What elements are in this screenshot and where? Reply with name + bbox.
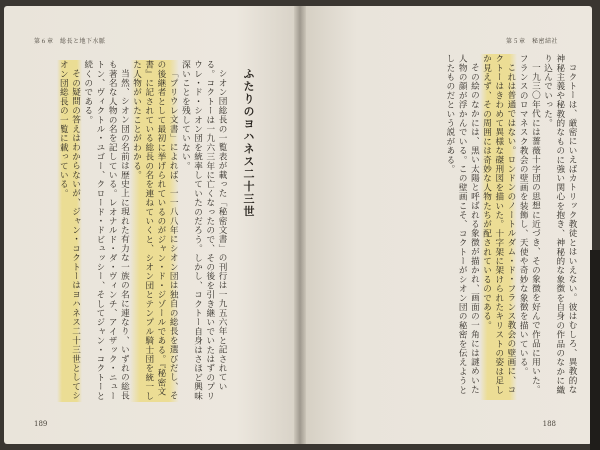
left-body-text [14,60,228,402]
highlighted-paragraph: これは普通ではない。ロンドンのノートルダム・ド・フランス教会の壁画に、コクトーはきわめて異様な磔刑図を描いた。十字架に架けられたキリストの姿は足しか見えず、その周囲には奇妙な人物たちが配されているのである。 [480,54,517,400]
highlighted-paragraph: 「プリウレ文書」によれば、一一八八年にシオン団は独自の総長を選びだし、その後継者として最初に挙げられているのがジャン・ド・ジゾールである。『秘密文書』に記されている総長の名を連ねていくと、シオン団とテンプル騎士団を統一した人物がいたことがわかる。 [131,60,179,401]
paragraph: 当然、シオン団の名前は歴史上に現れた有力な一族の名に連なり、いずれの総長も著名な人物の名を記している。レオナルド・ダ・ヴィンチ、アイザック・ニュートン、ヴィクトル・ユゴー、クロード・ドビュッシー、そしてジャン・コクトーと続くのである。 [82,60,130,401]
paragraph: シオン団総長の一覧表が載った「秘密文書」の刊行は一九五六年と記されている。コクトーは一九六三年に亡くなったので、その後を引き継いでいたはずのプリウレ・ド・シオン団を統率していたのだろう。しかし、コクトー自身はさほど興味深いことを残していない。 [180,60,227,401]
paragraph: その絵のなかには、黒い太陽と呼ばれる象徴が描かれ、画面の一角には謎めいた人物の顔が浮かんでいる。この壁画こそ、コクトーがシオン団の秘密を伝えようとしたものだという説がある。 [444,54,480,395]
right-body-text [322,54,578,400]
right-page [306,6,592,444]
page-number-left: 189 [34,420,48,428]
left-page [4,6,294,444]
running-head-left: 第６章 総長と地下水脈 [34,38,106,45]
bookmark-ribbon [590,250,600,450]
section-title: ふたりのヨハネス二十三世 [242,68,255,218]
running-head-right: 第５章 秘密結社 [505,38,558,45]
paragraph: 一九三〇年代には薔薇十字団の思想に近づき、その象徴を好んで作品に用いた。フランスのロマネスク教会の壁画を装飾し、天使や奇妙な象徴を描いている。 [518,54,541,394]
book-gutter [294,6,306,444]
paragraph: コクトーは、厳密にいえばカトリック教徒とはいえない。彼はむしろ、異教的な神秘主義や秘教的なものに強い関心を抱き、神秘的な象徴を自身の作品のなかに織り込んでいった。 [542,54,577,395]
page-number-right: 188 [542,420,556,428]
highlighted-paragraph: その疑問の答えはわからないが、ジャン・コクトーはヨハネス二十三世としてシオン団総長の一覧に載っている。 [57,60,81,402]
